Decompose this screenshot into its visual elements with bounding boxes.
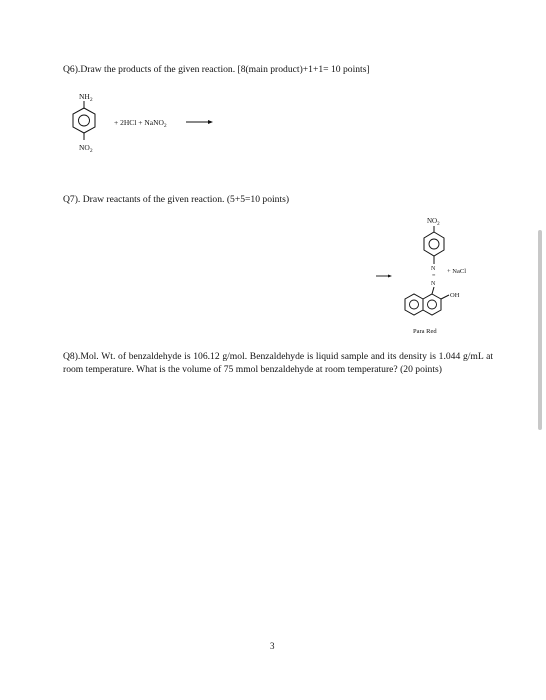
q7-byproduct: + NaCl — [447, 268, 467, 275]
question-6-text: Q6).Draw the products of the given reaction. [8(main product)+1+1= 10 points] — [63, 64, 370, 75]
q6-amine-label: $NH_2$ — [79, 92, 93, 103]
q6-reagents: + 2HCl + NaNO$_2$ — [114, 118, 167, 129]
q6-arrow-head — [208, 120, 213, 124]
q6-benzene-ring — [73, 108, 95, 133]
q7-hydroxyl-label: OH — [450, 292, 460, 299]
question-7-text: Q7). Draw reactants of the given reaction. (5+5=10 points) — [63, 194, 290, 205]
q7-azo-double: = — [432, 273, 436, 279]
vertical-scrollbar[interactable] — [538, 230, 542, 430]
q7-nitro-label: $NO_2$ — [427, 217, 440, 227]
question-8-text: Q8).Mol. Wt. of benzaldehyde is 106.12 g/mol. Benzaldehyde is liquid sample and its density is 1.044 g/mL at room temperature. What is the volume of 75 mmol benzaldehyde at room temperature? (20 points) — [63, 351, 493, 375]
page-number: 3 — [270, 641, 275, 651]
q6-aromatic-circle — [79, 115, 90, 126]
q7-azo-n2: N — [431, 281, 436, 287]
q7-product-name: Para Red — [413, 328, 437, 335]
q7-azo-n1: N — [431, 266, 436, 272]
q6-nitro-label: $NO_2$ — [79, 143, 93, 154]
